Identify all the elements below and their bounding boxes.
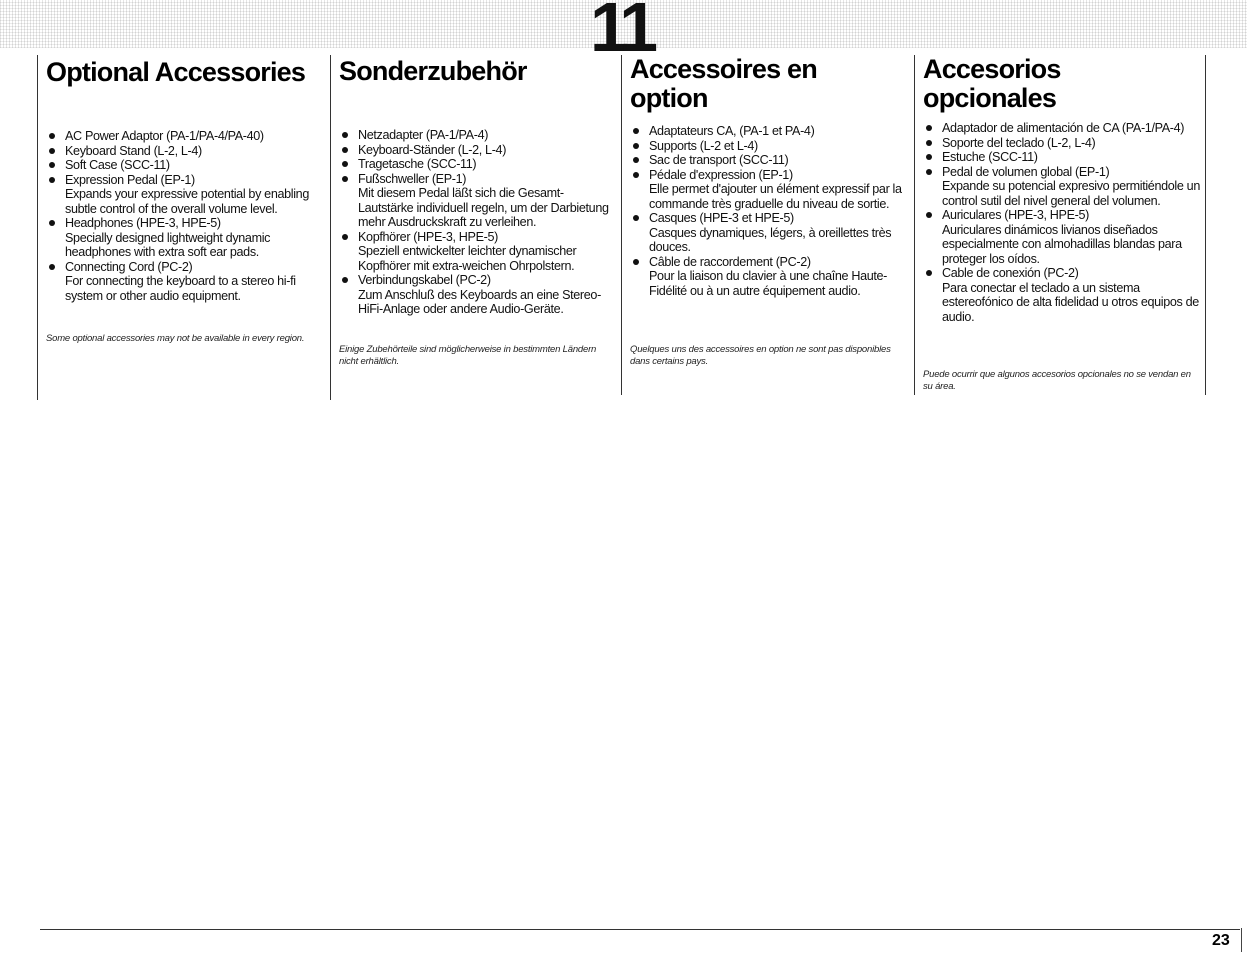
list-item: Keyboard Stand (L-2, L-4) <box>46 144 328 159</box>
section-title-spanish: Accesorios opcionales <box>923 54 1061 113</box>
section-title-german: Sonderzubehör <box>339 56 527 86</box>
list-item: Connecting Cord (PC-2) For connecting the keyboard to a stereo hi-fi system or other audio equipment. <box>46 260 328 304</box>
list-item: Adaptateurs CA, (PA-1 et PA-4) <box>630 124 912 139</box>
list-item: Pédale d'expression (EP-1) Elle permet d'ajouter un élément expressif par la commande très graduelle du niveau de sortie. <box>630 168 912 212</box>
column-divider <box>1205 55 1206 395</box>
availability-note-french: Quelques uns des accessoires en option ne sont pas disponibles dans certains pays. <box>630 344 891 367</box>
accessory-list-spanish <box>923 121 1207 324</box>
list-item: Netzadapter (PA-1/PA-4) <box>339 128 617 143</box>
list-item: Tragetasche (SCC-11) <box>339 157 617 172</box>
accessory-list-french <box>630 124 912 298</box>
list-item: Expression Pedal (EP-1) Expands your expressive potential by enabling subtle control of the overall volume level. <box>46 173 328 217</box>
list-item: Soporte del teclado (L-2, L-4) <box>923 136 1207 151</box>
availability-note-spanish: Puede ocurrir que algunos accesorios opcionales no se vendan en su área. <box>923 369 1191 392</box>
list-item: Soft Case (SCC-11) <box>46 158 328 173</box>
list-item: Fußschweller (EP-1) Mit diesem Pedal läßt sich die Gesamt-Lautstärke individuell regeln, um der Darbietung mehr Ausdruckskraft zu verleihen. <box>339 172 617 230</box>
column-english <box>37 55 328 400</box>
column-french <box>621 55 912 395</box>
list-item: Cable de conexión (PC-2) Para conectar el teclado a un sistema estereofónico de alta fidelidad u otros equipos de audio. <box>923 266 1207 324</box>
accessory-list-english <box>46 129 328 303</box>
list-item: Supports (L-2 et L-4) <box>630 139 912 154</box>
list-item: Câble de raccordement (PC-2) Pour la liaison du clavier à une chaîne Haute-Fidélité ou à un autre équipement audio. <box>630 255 912 299</box>
edge-rule <box>1241 928 1242 952</box>
footer-rule <box>40 929 1240 930</box>
availability-note-english: Some optional accessories may not be available in every region. <box>46 333 305 344</box>
section-title-french: Accessoires en option <box>630 54 817 113</box>
list-item: AC Power Adaptor (PA-1/PA-4/PA-40) <box>46 129 328 144</box>
chapter-number: 11 <box>590 0 652 66</box>
list-item: Headphones (HPE-3, HPE-5) Specially designed lightweight dynamic headphones with extra soft ear pads. <box>46 216 328 260</box>
column-german <box>330 55 617 400</box>
page-number: 23 <box>1212 932 1230 949</box>
list-item: Sac de transport (SCC-11) <box>630 153 912 168</box>
accessory-list-german <box>339 128 617 317</box>
column-spanish <box>914 55 1207 395</box>
list-item: Keyboard-Ständer (L-2, L-4) <box>339 143 617 158</box>
list-item: Kopfhörer (HPE-3, HPE-5) Speziell entwickelter leichter dynamischer Kopfhörer mit extra-weichen Ohrpolstern. <box>339 230 617 274</box>
list-item: Auriculares (HPE-3, HPE-5) Auriculares dinámicos livianos diseñados especialmente con almohadillas blandas para proteger los oídos. <box>923 208 1207 266</box>
section-title-english: Optional Accessories <box>46 57 306 87</box>
list-item: Casques (HPE-3 et HPE-5) Casques dynamiques, légers, à oreillettes très douces. <box>630 211 912 255</box>
list-item: Adaptador de alimentación de CA (PA-1/PA-4) <box>923 121 1207 136</box>
list-item: Verbindungskabel (PC-2) Zum Anschluß des Keyboards an eine Stereo-HiFi-Anlage oder andere Audio-Geräte. <box>339 273 617 317</box>
list-item: Pedal de volumen global (EP-1) Expande su potencial expresivo permitiéndole un control sutil del nivel general del volumen. <box>923 165 1207 209</box>
list-item: Estuche (SCC-11) <box>923 150 1207 165</box>
availability-note-german: Einige Zubehörteile sind möglicherweise in bestimmten Ländern nicht erhältlich. <box>339 344 597 367</box>
